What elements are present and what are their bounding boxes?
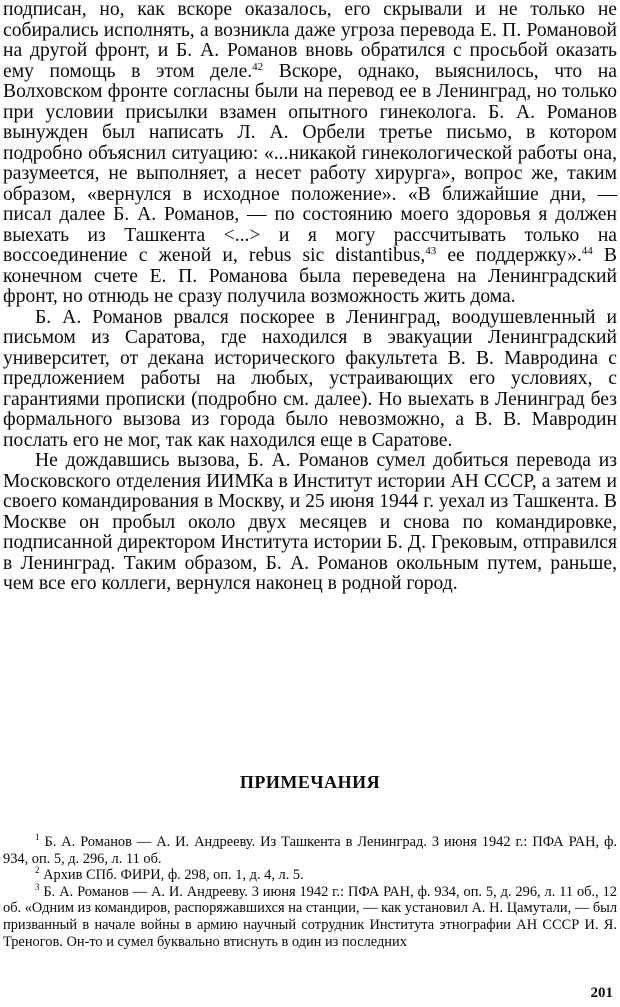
text-run: В конечном счете Е. П. Романова была переведена на Ленинградский фронт, но отнюдь не сразу получила возможность жить дома. <box>3 245 617 307</box>
footnote-number: 1 <box>35 832 40 842</box>
footnote-ref: 43 <box>425 245 437 257</box>
footnote <box>3 867 617 884</box>
footnote-ref: 42 <box>252 60 264 73</box>
text-run: Б. А. Романов рвался поскорее в Ленинград, воодушевленный и письмом из Саратова, где находился в эвакуации Ленинградский университет, от декана исторического факультета В. В. Мавродина с предложением работы на любых, устраивающих его условиях, с гарантиями прописки (подробно см. далее). Но выехать в Ленинград без формального вызова из города было невозможно, а В. В. Мавродин послать его не мог, так как находился еще в Саратове. <box>3 306 617 451</box>
paragraph <box>3 451 617 595</box>
main-text <box>3 0 617 595</box>
text-run: Вскоре, однако, выяснилось, что на Волховском фронте согласны были на перевод ее в Ленинград, но только при условии присылки взамен опытного гинеколога. Б. А. Романов вынужден был написать Л. А. Орбели третье письмо, в котором подробно объяснил ситуацию: «...никакой гинекологической работы она, разумеется, не выполняет, а несет работу хирурга», вопрос же, таким образом, «вернулся в исходное положение». «В ближайшие дни, — писал далее Б. А. Романов, — по состоянию моего здоровья я должен выехать из Ташкента <...> и я могу рассчитывать только на воссоединение с женой и, rebus sic distantibus, <box>3 60 617 266</box>
footnote-text: Б. А. Романов — А. И. Андрееву. 3 июня 1942 г.: ПФА РАН, ф. 934, оп. 5, д. 296, л. 11 об., 12 об. «Одним из командиров, распоряжавшихся на станции, — как установил А. Н. Цамутали, — был призванный в начале войны в армию научный сотрудник Института этнографии АН СССР И. Я. Треногов. Он-то и сумел буквально втиснуть в один из последних <box>3 883 617 950</box>
notes-heading: ПРИМЕЧАНИЯ <box>239 772 381 792</box>
footnotes <box>3 834 617 950</box>
paragraph <box>3 308 617 452</box>
footnote <box>3 881 617 950</box>
page-number: 201 <box>590 985 613 1001</box>
book-page <box>3 0 617 1007</box>
text-run: Не дождавшись вызова, Б. А. Романов сумел добиться перевода из Московского отделения ИИМКа в Институт истории АН СССР, а затем и своего командирования в Москву, и 25 июня 1944 г. уехал из Ташкента. В Москве он пробыл около двух месяцев и снова по командировке, подписанной директором Института истории Б. Д. Грековым, отправился в Ленинград. Таким образом, Б. А. Романов окольным путем, раньше, чем все его коллеги, вернулся наконец в родной город. <box>3 450 617 594</box>
footnote-text: Архив СПб. ФИРИ, ф. 298, оп. 1, д. 4, л. 5. <box>43 867 304 884</box>
footnote <box>3 834 617 867</box>
text-run: ее поддержку». <box>436 245 582 266</box>
paragraph <box>3 0 617 308</box>
footnote-text: Б. А. Романов — А. И. Андрееву. Из Ташкента в Ленинград. 3 июня 1942 г.: ПФА РАН, ф. 934, оп. 5, д. 296, л. 11 об. <box>3 834 617 867</box>
footnote-ref: 44 <box>581 245 593 257</box>
footnote-number: 2 <box>35 865 40 876</box>
footnote-number: 3 <box>35 881 40 892</box>
text-run: подписан, но, как вскоре оказалось, его скрывали и не только не собирались исполнять, а возникла даже угроза перевода Е. П. Романовой на другой фронт, и Б. А. Романов вновь обратился с просьбой оказать ему помощь в этом деле. <box>3 0 617 82</box>
